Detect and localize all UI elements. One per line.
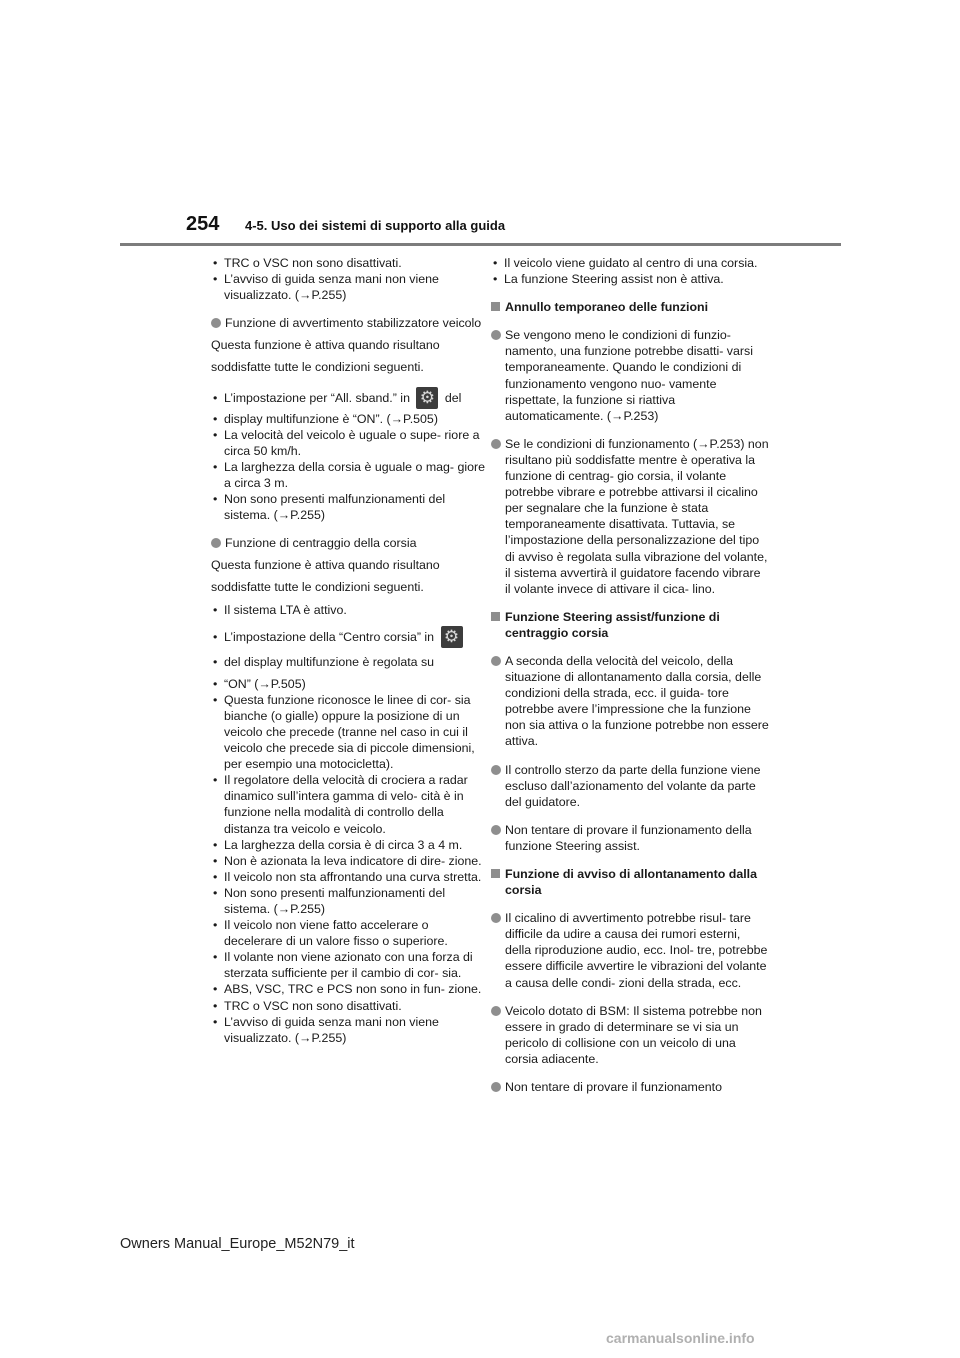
note-item: Non tentare di provare il funzionamento [491, 1079, 769, 1095]
list-item: • La funzione Steering assist non è attiva. [491, 271, 769, 287]
list-item: • ABS, VSC, TRC e PCS non sono in fun- zione. [211, 981, 489, 997]
list-item-continuation: • “ON” (→P.505) [211, 676, 489, 692]
list-item-text: L’impostazione per “All. sband.” in [224, 390, 410, 405]
list-item: • Non sono presenti malfunzionamenti del sistema. (→P.255) [211, 491, 489, 523]
list-item: • Il veicolo viene guidato al centro di una corsia. [491, 255, 769, 271]
section-title: 4-5. Uso dei sistemi di supporto alla guida [245, 218, 506, 233]
right-column [491, 255, 769, 1095]
section-heading: Funzione di avvertimento stabilizzatore veicolo [211, 315, 489, 331]
subsection-heading: Annullo temporaneo delle funzioni [491, 299, 769, 315]
note-item: Il controllo sterzo da parte della funzione viene escluso dall’azionamento del volante da parte del guidatore. [491, 762, 769, 810]
note-item: Il cicalino di avvertimento potrebbe risul- tare difficile da udire a causa dei rumori esterni, della riproduzione audio, ecc. Inol- tre, potrebbe essere difficile avvertire le vibrazioni del volante a causa delle condi- zioni della strada, ecc. [491, 910, 769, 990]
list-item: • La larghezza della corsia è di circa 3 a 4 m. [211, 837, 489, 853]
list-item: • Il volante non viene azionato con una forza di sterzata sufficiente per il cambio di cor- sia. [211, 949, 489, 981]
note-item: A seconda della velocità del veicolo, della situazione di allontanamento dalla corsia, delle condizioni della strada, ecc. il guida- tore potrebbe avere l’impressione che la funzione non sia attiva o la funzione potrebbe non essere attiva. [491, 653, 769, 750]
list-item-continuation: • del display multifunzione è regolata su [211, 654, 489, 670]
list-item: • L’avviso di guida senza mani non viene visualizzato. (→P.255) [211, 271, 489, 303]
list-item: • Il veicolo non sta affrontando una curva stretta. [211, 869, 489, 885]
header-divider [120, 243, 841, 246]
list-item: • La larghezza della corsia è uguale o mag- giore a circa 3 m. [211, 459, 489, 491]
gear-icon [441, 626, 463, 648]
list-item: • Non sono presenti malfunzionamenti del sistema. (→P.255) [211, 885, 489, 917]
paragraph: soddisfatte tutte le condizioni seguenti. [211, 360, 424, 375]
watermark: carmanualsonline.info [606, 1330, 755, 1346]
paragraph: Questa funzione è attiva quando risultano [211, 558, 440, 573]
list-item [211, 624, 489, 650]
list-item: • L’avviso di guida senza mani non viene visualizzato. (→P.255) [211, 1014, 489, 1046]
list-item: • Non è azionata la leva indicatore di dire- zione. [211, 853, 489, 869]
subsection-heading: Funzione di avviso di allontanamento dalla corsia [491, 866, 769, 898]
note-item: Se vengono meno le condizioni di funzio- namento, una funzione potrebbe disatti- varsi temporaneamente. Quando le condizioni di funzionamento vengono nuo- vamente rispettate, la funzione si riattiva automaticamente. (→P.253) [491, 327, 769, 424]
paragraph: soddisfatte tutte le condizioni seguenti. [211, 580, 424, 595]
list-item: • Il sistema LTA è attivo. [211, 602, 489, 618]
list-item: • La velocità del veicolo è uguale o supe- riore a circa 50 km/h. [211, 427, 489, 459]
list-item-text: del [444, 390, 462, 405]
list-item: • TRC o VSC non sono disattivati. [211, 998, 489, 1014]
list-item: • display multifunzione è “ON”. (→P.505) [211, 411, 489, 427]
note-item: Se le condizioni di funzionamento (→P.253) non risultano più soddisfatte mentre è operativa la funzione di centrag- gio corsia, il volante potrebbe vibrare e potrebbe attivarsi il cicalino per segnalare che la funzione è stata temporaneamente disattivata. Tuttavia, se l’impostazione della personalizzazione del tipo di avviso è regolata sulla vibrazione del volante, il sistema avvertirà il guidatore facendo vibrare il volante invece di attivare il cica- lino. [491, 436, 769, 597]
gear-icon [416, 387, 438, 409]
page-number: 254 [186, 213, 220, 235]
list-item: • Il veicolo non viene fatto accelerare o decelerare di un valore fisso o superiore. [211, 917, 489, 949]
note-item: Veicolo dotato di BSM: Il sistema potrebbe non essere in grado di determinare se vi sia un pericolo di collisione con un veicolo di una corsia adiacente. [491, 1003, 769, 1067]
note-item: Non tentare di provare il funzionamento della funzione Steering assist. [491, 822, 769, 854]
subsection-heading: Funzione Steering assist/funzione di centraggio corsia [491, 609, 769, 641]
list-item: • Il regolatore della velocità di crociera a radar dinamico sull’intera gamma di velo- cità è in funzione nella modalità di controllo della distanza tra veicolo e veicolo. [211, 772, 489, 836]
list-item [211, 385, 489, 411]
paragraph: Questa funzione è attiva quando risultano [211, 338, 440, 353]
list-item-text: L’impostazione della “Centro corsia” in [224, 629, 435, 644]
section-heading: Funzione di centraggio della corsia [211, 535, 489, 551]
footer-text: Owners Manual_Europe_M52N79_it [120, 1236, 355, 1252]
left-column [211, 255, 489, 1046]
list-item: • Questa funzione riconosce le linee di cor- sia bianche (o gialle) oppure la posizione di un veicolo che precede (tranne nel caso in cui il veicolo che precede sia di piccole dimensioni, per esempio una motocicletta). [211, 692, 489, 772]
list-item: • TRC o VSC non sono disattivati. [211, 255, 489, 271]
